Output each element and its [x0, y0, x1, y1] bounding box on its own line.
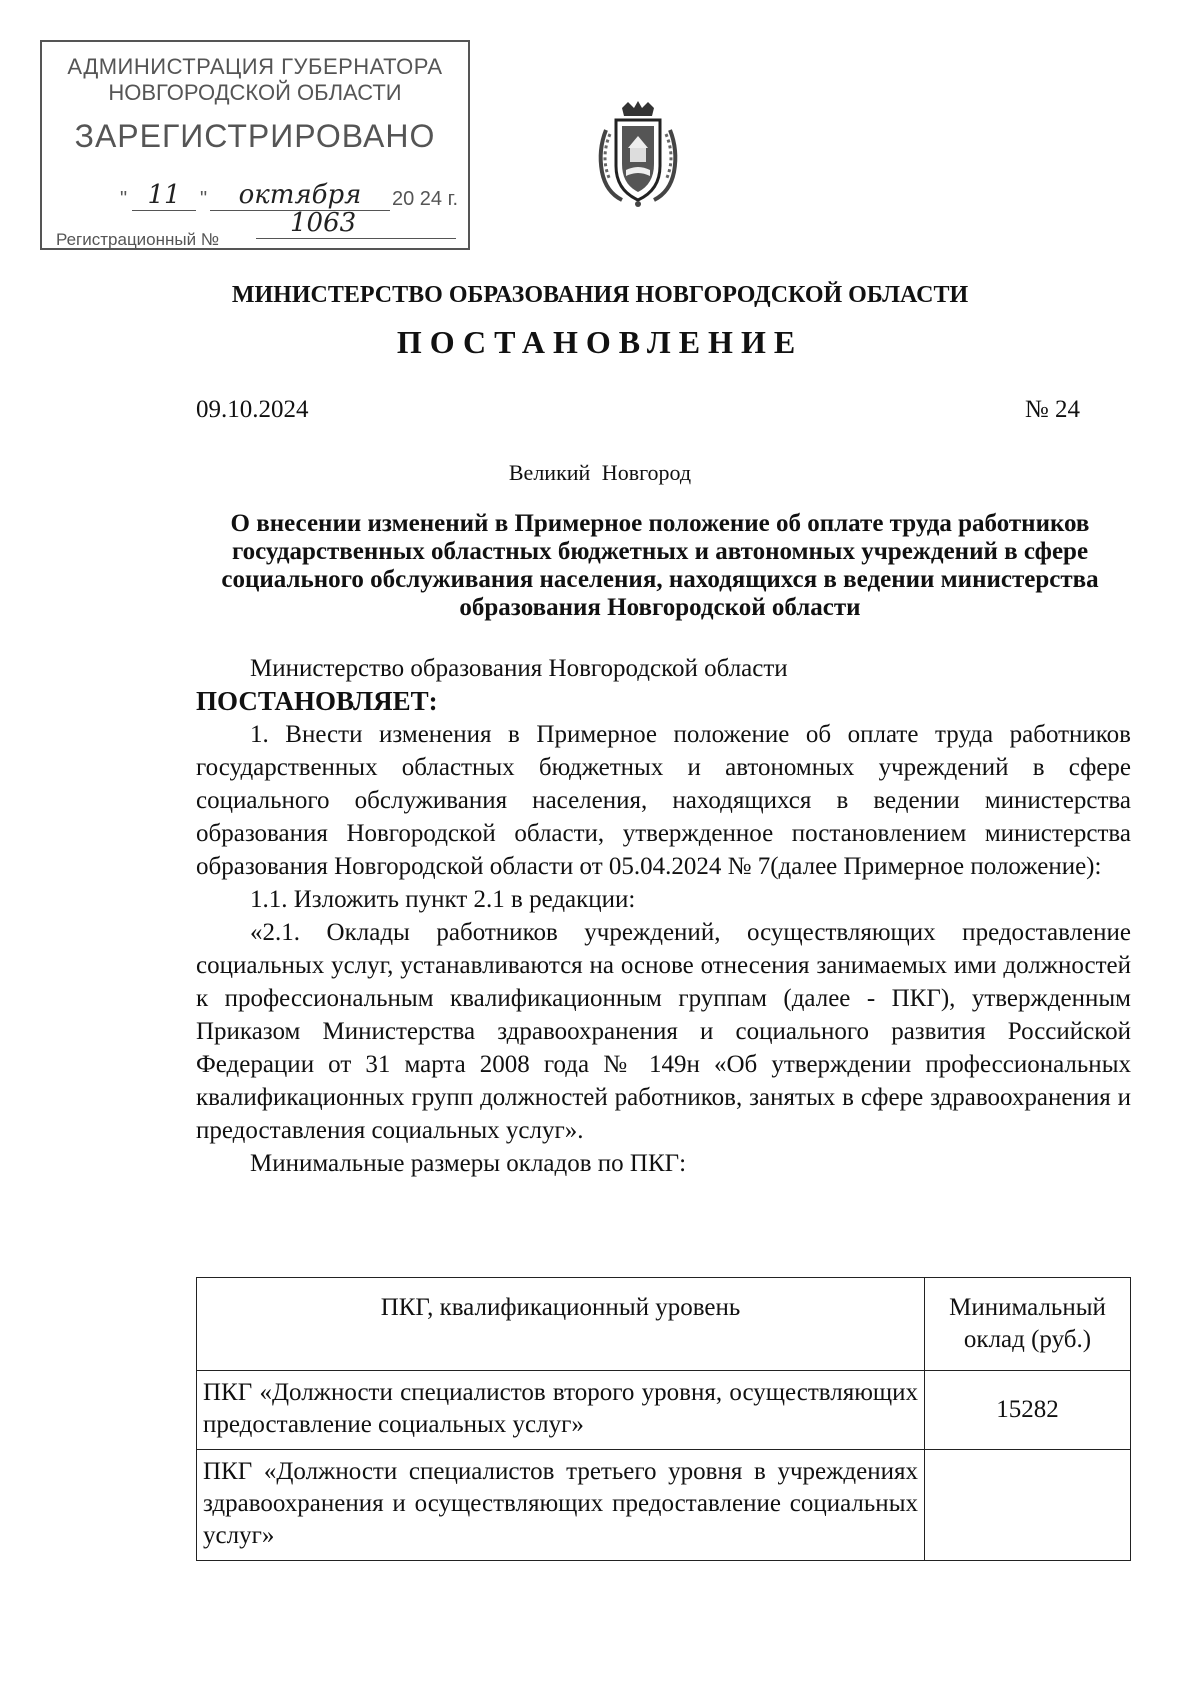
registration-stamp — [40, 40, 470, 250]
document-title: О внесении изменений в Примерное положение об оплате труда работников государственных областных бюджетных и автономных учреждений в сфере социального обслуживания населения, находящихся в ведении министерства образования Новгородской области — [221, 510, 1099, 621]
paragraph-2-1: «2.1. Оклады работников учреждений, осуществляющих предоставление социальных услуг, устанавливаются на основе отнесения занимаемых ими должностей к профессиональным квалификационным группам (далее - ПКГ), утвержденным Приказом Министерства здравоохранения и социального развития Российской Федерации от 31 марта 2008 года № 149н «Об утверждении профессиональных квалификационных групп должностей работников, занятых в сфере здравоохранения и предоставления социальных услуг». — [196, 919, 1131, 1144]
document-body — [196, 652, 1131, 1180]
document-type: ПОСТАНОВЛЕНИЕ — [396, 324, 804, 360]
table-row — [197, 1450, 1131, 1561]
ministry-name: МИНИСТЕРСТВО ОБРАЗОВАНИЯ НОВГОРОДСКОЙ ОБЛАСТИ — [231, 282, 969, 308]
stamp-year: 20 24 г. — [392, 188, 459, 210]
table-header-row — [197, 1278, 1131, 1371]
stamp-line1: АДМИНИСТРАЦИЯ ГУБЕРНАТОРА — [67, 54, 443, 79]
stamp-registered: ЗАРЕГИСТРИРОВАНО — [74, 118, 436, 154]
table-header-cell: Минимальный оклад (руб.) — [925, 1278, 1131, 1371]
document-date: 09.10.2024 — [196, 396, 309, 423]
min-sizes-paragraph: Минимальные размеры окладов по ПКГ: — [250, 1150, 687, 1177]
stamp-reg-label: Регистрационный № — [56, 230, 220, 249]
stamp-line2: НОВГОРОДСКОЙ ОБЛАСТИ — [108, 80, 402, 105]
resolves-heading: ПОСТАНОВЛЯЕТ: — [196, 686, 438, 716]
coat-of-arms-icon — [592, 100, 684, 208]
table-cell-name: ПКГ «Должности специалистов третьего уровня в учреждениях здравоохранения и осуществляющих предоставление социальных услуг» — [197, 1450, 925, 1561]
paragraph-1-1: 1.1. Изложить пункт 2.1 в редакции: — [250, 886, 636, 913]
table-cell-value: 15282 — [925, 1371, 1131, 1450]
salary-table — [196, 1277, 1131, 1561]
document-number: № 24 — [1024, 396, 1080, 423]
stamp-reg-number: 1063 — [256, 208, 456, 239]
stamp-quote-open: " — [120, 188, 128, 210]
document-city: Великий Новгород — [508, 460, 692, 485]
stamp-quote-close: " — [200, 188, 208, 210]
table-cell-name: ПКГ «Должности специалистов второго уровня, осуществляющих предоставление социальных услуг» — [197, 1371, 925, 1450]
paragraph-1: 1. Внести изменения в Примерное положение об оплате труда работников государственных областных бюджетных и автономных учреждений в сфере социального обслуживания населения, находящихся в ведении министерства образования Новгородской области, утвержденное постановлением министерства образования Новгородской области от 05.04.2024 № 7(далее Примерное положение): — [196, 721, 1131, 880]
table-row — [197, 1371, 1131, 1450]
stamp-month: октября — [210, 180, 390, 211]
intro-paragraph: Министерство образования Новгородской области — [250, 655, 788, 682]
stamp-day: 11 — [132, 180, 196, 211]
table-cell-value — [925, 1450, 1131, 1561]
table-header-cell: ПКГ, квалификационный уровень — [197, 1278, 925, 1371]
